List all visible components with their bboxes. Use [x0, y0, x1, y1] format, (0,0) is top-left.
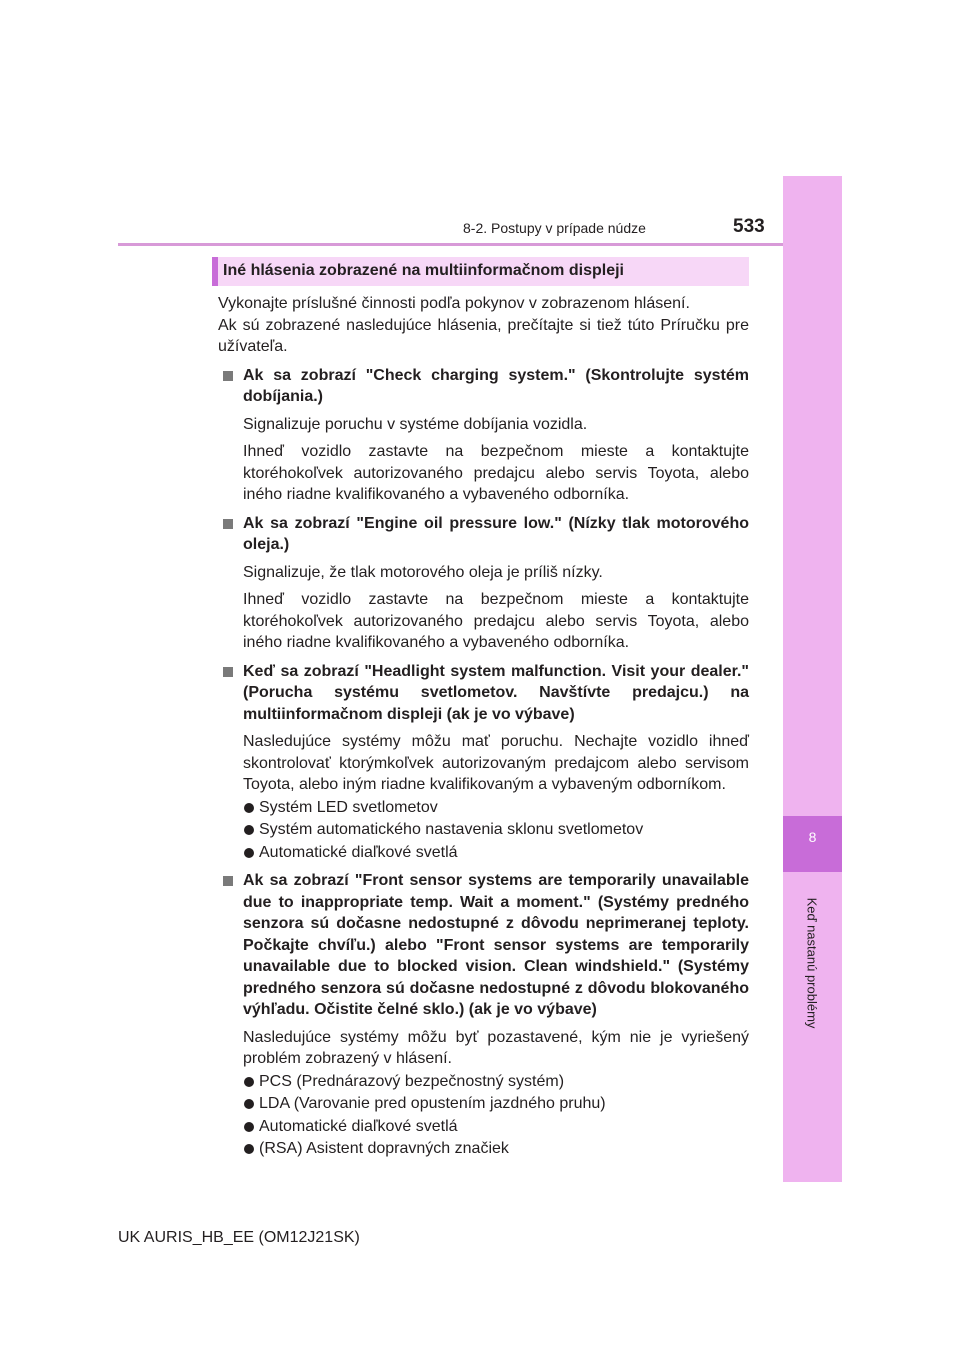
list-item: (RSA) Asistent dopravných značiek: [218, 1138, 749, 1160]
list-item: Automatické diaľkové svetlá: [218, 842, 749, 864]
bullet-dot-icon: [244, 1122, 254, 1132]
section-heading: Ak sa zobrazí "Front sensor systems are temporarily unavailable due to inappropriate temp. Wait a moment." (Systémy predného senzora sú dočasne nedostupné z dôvodu neprimeranej teploty. Počkajte chvíľu.) alebo "Front sensor systems are temporarily unavailable due to blocked vision. Clean windshield." (Systémy predného senzora sú dočasne nedostupné z dôvodu blokovaného výhľadu. Očistite čelné sklo.) (ak je vo výbave): [218, 870, 749, 1021]
bullet-dot-icon: [244, 1144, 254, 1154]
section-paragraph: Nasledujúce systémy môžu mať poruchu. Nechajte vozidlo ihneď skontrolovať ktorýmkoľvek autorizovaným predajcom alebo servisom Toyota, alebo iným riadne kvalifikovaným a vybaveným odborníkom.: [243, 733, 749, 793]
intro-line: Vykonajte príslušné činnosti podľa pokynov v zobrazenom hlásení.: [218, 295, 690, 312]
page-title: Iné hlásenia zobrazené na multiinformačnom displeji: [223, 262, 624, 279]
square-bullet-icon: [223, 519, 233, 529]
section-heading: Ak sa zobrazí "Engine oil pressure low." (Nízky tlak motorového oleja.): [218, 513, 749, 556]
section-paragraph: Signalizuje poruchu v systéme dobíjania vozidla.: [243, 415, 588, 433]
list-item: LDA (Varovanie pred opustením jazdného pruhu): [218, 1093, 749, 1115]
chapter-number: 8: [808, 829, 817, 845]
bullet-dot-icon: [244, 825, 254, 835]
document-footer: UK AURIS_HB_EE (OM12J21SK): [118, 1229, 360, 1246]
list-item: Automatické diaľkové svetlá: [218, 1116, 749, 1138]
section-paragraph: Ihneď vozidlo zastavte na bezpečnom mieste a kontaktujte ktoréhokoľvek autorizovaného predajcu alebo servis Toyota, alebo iného riadne kvalifikovaného a vybaveného odborníka.: [243, 443, 749, 503]
bullet-dot-icon: [244, 848, 254, 858]
header-rule: [118, 243, 783, 246]
page-number: 533: [733, 216, 765, 237]
list-item: PCS (Prednárazový bezpečnostný systém): [218, 1071, 749, 1093]
bullet-dot-icon: [244, 1077, 254, 1087]
bullet-dot-icon: [244, 1099, 254, 1109]
square-bullet-icon: [223, 667, 233, 677]
chapter-side-tab: [783, 176, 842, 1182]
title-bar: [212, 257, 749, 286]
square-bullet-icon: [223, 371, 233, 381]
title-marker: [212, 257, 218, 286]
chapter-title: Keď nastanú problémy: [804, 897, 820, 1029]
content-body: [218, 293, 749, 1160]
section-label: 8-2. Postupy v prípade núdze: [463, 220, 646, 236]
section-heading: Ak sa zobrazí "Check charging system." (Skontrolujte systém dobíjania.): [218, 365, 749, 408]
bullet-dot-icon: [244, 803, 254, 813]
section-paragraph: Signalizuje, že tlak motorového oleja je príliš nízky.: [243, 563, 603, 581]
intro-line: Ak sú zobrazené nasledujúce hlásenia, prečítajte si tiež túto Príručku pre užívateľa.: [218, 316, 749, 355]
square-bullet-icon: [223, 876, 233, 886]
section-paragraph: Nasledujúce systémy môžu byť pozastavené, kým nie je vyriešený problém zobrazený v hlásení.: [243, 1028, 749, 1067]
list-item: Systém LED svetlometov: [218, 797, 749, 819]
section-heading: Keď sa zobrazí "Headlight system malfunction. Visit your dealer." (Porucha systému svetlometov. Navštívte predajcu.) na multiinformačnom displeji (ak je vo výbave): [218, 661, 749, 726]
list-item: Systém automatického nastavenia sklonu svetlometov: [218, 819, 749, 841]
section-paragraph: Ihneď vozidlo zastavte na bezpečnom mieste a kontaktujte ktoréhokoľvek autorizovaného predajcu alebo servis Toyota, alebo iného riadne kvalifikovaného a vybaveného odborníka.: [243, 591, 749, 651]
